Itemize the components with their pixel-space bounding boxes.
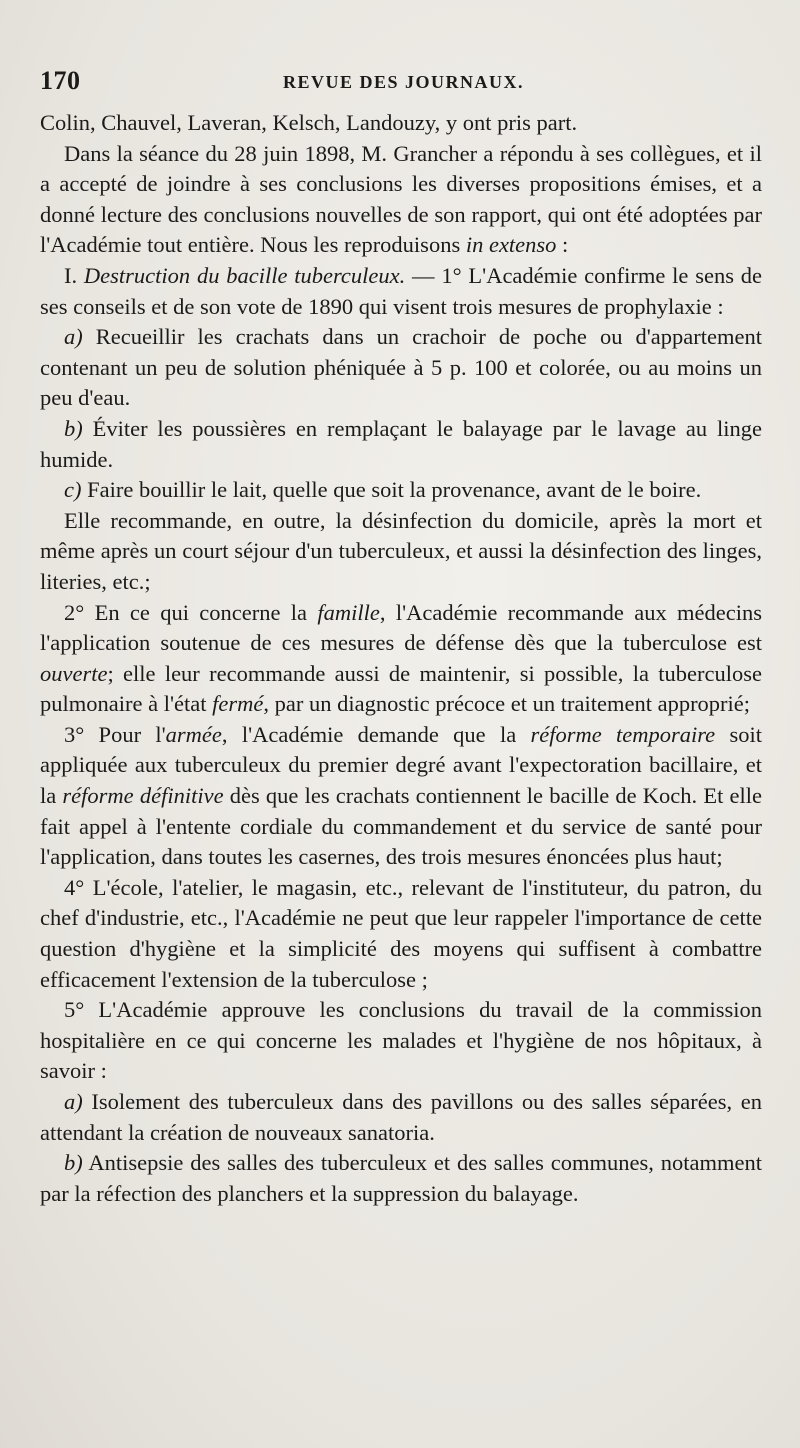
- paragraph: b) Antisepsie des salles des tuberculeux et des salles communes, notamment par la réfection des planchers et la suppression du balayage.: [40, 1150, 762, 1206]
- paragraph: 4° L'école, l'atelier, le magasin, etc., relevant de l'instituteur, du patron, du chef d'industrie, etc., l'Académie ne peut que leur rappeler l'importance de cette question d'hygiène et la simplicité des moyens qui suffisent à combattre efficacement l'extension de la tuberculose ;: [40, 874, 762, 992]
- paragraph: Elle recommande, en outre, la désinfection du domicile, après la mort et même après un court séjour d'un tuberculeux, et aussi la désinfection des linges, literies, etc.;: [40, 507, 762, 594]
- page-number: 170: [40, 66, 81, 95]
- paragraph: 2° En ce qui concerne la famille, l'Académie recommande aux médecins l'application soutenue de ces mesures de défense dès que la tuberculose est ouverte; elle leur recommande aussi de maintenir, si possible, la tuberculose pulmonaire à l'état fermé, par un diagnostic précoce et un traitement approprié;: [40, 599, 762, 717]
- paragraph: c) Faire bouillir le lait, quelle que soit la provenance, avant de le boire.: [64, 477, 702, 503]
- page-header: [40, 66, 760, 100]
- paragraph: 3° Pour l'armée, l'Académie demande que la réforme temporaire soit appliquée aux tuberculeux du premier degré avant l'expectoration bacillaire, et la réforme définitive dès que les crachats contiennent le bacille de Koch. Et elle fait appel à l'entente cordiale du commandement et du service de santé pour l'application, dans toutes les casernes, des trois mesures énoncées plus haut;: [40, 721, 762, 870]
- running-title: REVUE DES JOURNAUX.: [283, 72, 525, 92]
- paragraph: Colin, Chauvel, Laveran, Kelsch, Landouzy, y ont pris part.: [40, 110, 578, 135]
- paragraph: a) Isolement des tuberculeux dans des pavillons ou des salles séparées, en attendant la création de nouveaux sanatoria.: [40, 1089, 762, 1145]
- paragraph: 5° L'Académie approuve les conclusions du travail de la commission hospitalière en ce qui concerne les malades et l'hygiène de nos hôpitaux, à savoir :: [40, 997, 762, 1084]
- paragraph: Dans la séance du 28 juin 1898, M. Grancher a répondu à ses collègues, et il a accepté de joindre à ses conclusions les diverses propositions émises, et a donné lecture des conclusions nouvelles de son rapport, qui ont été adoptées par l'Académie tout entière. Nous les reproduisons in extenso :: [40, 140, 762, 258]
- body-text: [40, 108, 762, 1209]
- paragraph: b) Éviter les poussières en remplaçant le balayage par le lavage au linge humide.: [40, 415, 762, 472]
- paragraph: I. Destruction du bacille tuberculeux. — 1° L'Académie confirme le sens de ses conseils et de son vote de 1890 qui visent trois mesures de prophylaxie :: [40, 262, 762, 319]
- paragraph: a) Recueillir les crachats dans un crachoir de poche ou d'appartement contenant un peu de solution phéniquée à 5 p. 100 et colorée, ou au moins un peu d'eau.: [40, 324, 762, 411]
